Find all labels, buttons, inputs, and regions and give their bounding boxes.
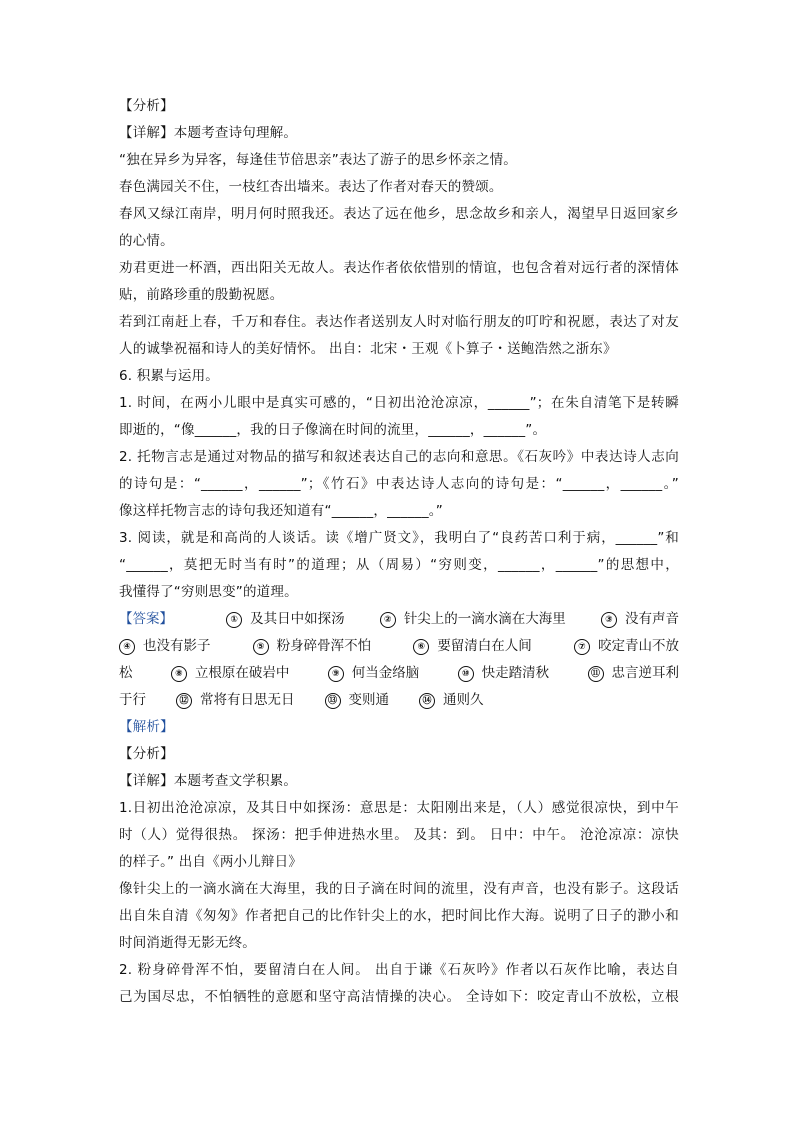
answer-row [119, 660, 679, 687]
text-line: 时间消逝得无影无终。 [119, 935, 256, 951]
text-line: “独在异乡为异客，每逢佳节倍思亲”表达了游子的思乡怀亲之情。 [119, 152, 517, 168]
answer-item [574, 633, 679, 660]
answer-number: ⑥ [413, 639, 429, 655]
question-line: 像这样托物言志的诗句我还知道有“______，______。” [119, 503, 443, 519]
answer-text: 于行 [119, 692, 146, 708]
answer-text: 通则久 [443, 692, 484, 708]
answer-text: 常将有日思无日 [200, 692, 295, 708]
answer-number: ⑬ [325, 693, 341, 709]
answer-row [119, 633, 679, 660]
answer-number: ④ [119, 639, 135, 655]
text-line: 2. 粉身碎骨浑不怕，要留清白在人间。 出自于谦《石灰吟》作者以石灰作比喻，表达自 [119, 962, 679, 978]
answer-text: 忠言逆耳利 [611, 665, 679, 681]
answer-number: ⑫ [176, 693, 192, 709]
answer-item [328, 660, 420, 687]
answer-item [419, 687, 484, 714]
answer-number: ② [380, 612, 396, 628]
question-line: 的诗句是：“______，______”；《竹石》中表达诗人志向的诗句是：“______，______。” [119, 476, 679, 492]
answer-text: 及其日中如探汤 [250, 611, 345, 627]
answer-item [588, 660, 680, 687]
answer-text: 立根原在破岩中 [194, 665, 290, 681]
answer-text: 粉身碎骨浑不怕 [276, 638, 372, 654]
text-line: 【分析】 [119, 746, 174, 762]
answer-number: ⑧ [171, 666, 187, 682]
answer-text: 也没有影子 [143, 638, 211, 654]
answer-item [253, 633, 372, 660]
answer-item [226, 606, 345, 633]
question-line: 我懂得了“穷则思变”的道理。 [119, 584, 298, 600]
answer-item [325, 687, 390, 714]
text-line: 像针尖上的一滴水滴在大海里，我的日子滴在时间的流里，没有声音，也没有影子。这段话 [119, 881, 679, 897]
answer-text: 咬定青山不放 [597, 638, 679, 654]
text-line: 1.日初出沧沧凉凉，及其日中如探汤：意思是：太阳刚出来是，（人）感觉很凉快，到中午 [119, 800, 679, 816]
text-line: 出自朱自清《匆匆》作者把自己的比作针尖上的水，把时间比作大海。说明了日子的渺小和 [119, 908, 679, 924]
question-heading: 6. 积累与运用。 [119, 368, 219, 384]
answer-item [413, 633, 532, 660]
answer-text: 没有声音 [624, 611, 679, 627]
text-line: 时（人）觉得很热。 探汤：把手伸进热水里。 及其：到。 日中：中午。 沧沧凉凉：凉快 [119, 827, 679, 843]
text-line: 贴，前路珍重的殷勤祝愿。 [119, 287, 284, 303]
text-line: 的样子。” 出自《两小儿辩日》 [119, 854, 303, 870]
answer-item [458, 660, 550, 687]
text-line: 【详解】本题考查诗句理解。 [119, 125, 298, 141]
answer-number: ⑩ [458, 666, 474, 682]
answer-text: 快走踏清秋 [481, 665, 550, 681]
text-line: 【详解】本题考查文学积累。 [119, 773, 298, 789]
answer-number: ⑦ [574, 639, 590, 655]
answer-number: ⑭ [419, 693, 435, 709]
text-line: 若到江南赶上春，千万和春住。表达作者送别友人时对临行朋友的叮咛和祝愿，表达了对友 [119, 314, 679, 330]
answer-text: 要留清白在人间 [437, 638, 532, 654]
answer-row [119, 606, 679, 633]
text-line: 的心情。 [119, 233, 174, 249]
answer-item [171, 660, 290, 687]
text-line: 【分析】 [119, 98, 174, 114]
answer-text: 何当金络脑 [351, 665, 420, 681]
question-line: 2. 托物言志是通过对物品的描写和叙述表达自己的志向和意思。《石灰吟》中表达诗人志向 [119, 449, 679, 465]
analysis-tag: 【解析】 [119, 719, 174, 735]
question-line: 3. 阅读，就是和高尚的人谈话。读《增广贤文》，我明白了“良药苦口利于病，______”和 [119, 530, 679, 546]
answer-number: ⑨ [328, 666, 344, 682]
text-line: 劝君更进一杯酒，西出阳关无故人。表达作者依依惜别的情谊，也包含着对远行者的深情体 [119, 260, 679, 276]
question-line: 即逝的，“像______，我的日子像滴在时间的流里，______，______”。 [119, 422, 547, 438]
question-line: 1. 时间，在两小儿眼中是真实可感的，“日初出沧沧凉凉，______”；在朱自清笔下是转瞬 [119, 395, 679, 411]
question-line: “______，莫把无时当有时”的道理；从（周易）“穷则变，______，______”的思想中， [119, 557, 679, 573]
answer-text: 松 [119, 665, 133, 681]
answer-number: ⑤ [253, 639, 269, 655]
answer-number: ⑪ [588, 666, 604, 682]
answer-number: ③ [601, 612, 617, 628]
document-content [119, 93, 679, 1011]
text-line: 人的诚挚祝福和诗人的美好情怀。 出自：北宋・王观《卜算子・送鲍浩然之浙东》 [119, 341, 617, 357]
answer-text: 变则通 [348, 692, 389, 708]
answer-tag: 【答案】 [119, 611, 173, 627]
answer-row [119, 687, 679, 714]
answer-item [601, 606, 679, 633]
answer-item [176, 687, 295, 714]
text-line: 己为国尽忠，不怕牺牲的意愿和坚守高洁情操的决心。 全诗如下：咬定青山不放松，立根 [119, 989, 679, 1005]
answer-item [380, 606, 566, 633]
text-line: 春风又绿江南岸，明月何时照我还。表达了远在他乡，思念故乡和亲人，渴望早日返回家乡 [119, 206, 679, 222]
answer-number: ① [226, 612, 242, 628]
answer-item [119, 633, 211, 660]
answer-text: 针尖上的一滴水滴在大海里 [403, 611, 566, 627]
text-line: 春色满园关不住，一枝红杏出墙来。表达了作者对春天的赞颂。 [119, 179, 503, 195]
